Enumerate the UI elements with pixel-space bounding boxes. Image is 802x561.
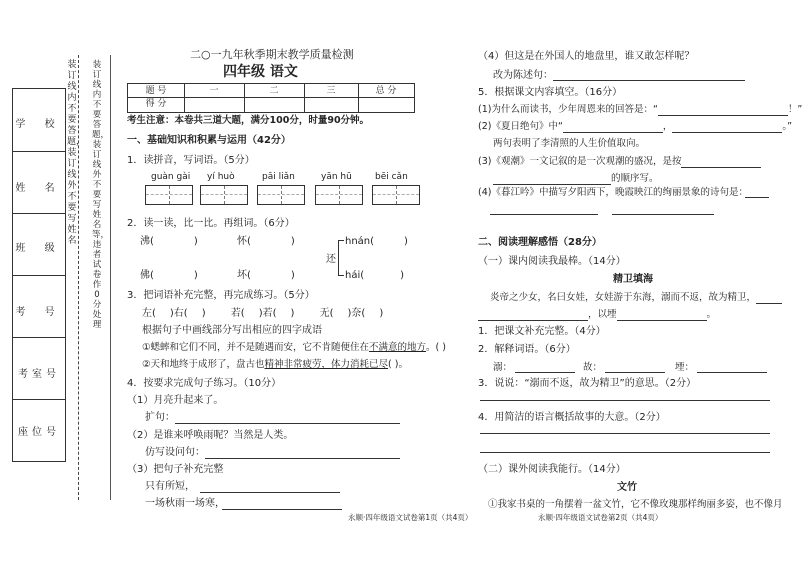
q2-fei: 沸( ) <box>140 236 198 247</box>
binding-dashed-line <box>78 55 79 500</box>
reading-q3: 3．说说：“溺而不返，故为精卫”的意思。（2分） <box>478 378 697 389</box>
reading-q2-ni: 溺： <box>493 362 513 373</box>
section2-part2: （二）课外阅读我能行。（14分） <box>478 464 626 475</box>
q2-huan-reading1: hnán( ) <box>345 236 408 247</box>
q2-huai2: 坏( ) <box>237 270 295 281</box>
q5-1: (1)为什么而读书，少年周恩来的回答是：“ ！” <box>478 104 802 115</box>
q5-3: (3)《观潮》一文记叙的是一次观潮的盛况，是按 <box>478 156 761 168</box>
story-text-2: ，以堙 。 <box>478 309 716 321</box>
q5-label: 5．根据课文内容填空。（16分） <box>478 87 623 98</box>
extra-reading-title: 文竹 <box>617 482 637 493</box>
q3-sentence1: ①蟋蟀和它们不同，并不是随遇而安，它不肯随便住在不满意的地方。( ) <box>142 342 446 353</box>
exam-warning: 装订线内不要答题，装订线外不要写姓名等，违者试卷作0分处理 <box>92 60 110 330</box>
q5-4-line-end[interactable] <box>745 197 769 198</box>
q2-label: 2．读一读，比一比。再组词。（6分） <box>127 218 295 229</box>
section2-heading: 二、阅读理解感悟（28分） <box>478 237 602 248</box>
q5-2b: 两句表明了李清照的人生价值取向。 <box>493 138 646 149</box>
class-label: 班 级 <box>15 243 63 254</box>
writing-box-5[interactable] <box>372 185 420 205</box>
writing-box-1[interactable] <box>145 185 193 205</box>
q4-p3-a-line[interactable] <box>200 492 340 493</box>
student-info-strip <box>12 88 66 462</box>
q2-huai: 怀( ) <box>237 236 295 247</box>
q2-huan: 还 <box>326 254 336 265</box>
score-header-total: 总 分 <box>375 86 397 96</box>
q4-p1: （1）月亮升起来了。 <box>127 395 224 406</box>
reading-q2: 2．解释词语。（6分） <box>478 344 576 355</box>
q2-huan-reading2: hái( ) <box>345 270 405 281</box>
exam-title: 二○一九年秋季期末教学质量检测 <box>190 48 354 61</box>
reading-q2-yin-line[interactable] <box>697 372 767 373</box>
q3-task: 根据句子中画线部分写出相应的四字成语 <box>142 325 322 336</box>
q4-p4: （4）但这是在外国人的地盘里，谁又敢怎样呢？ <box>478 51 695 62</box>
reading-q3-line1[interactable] <box>480 400 770 401</box>
q4-p1-answer-line[interactable] <box>175 423 400 424</box>
reading-q2-gu: 故： <box>583 362 603 373</box>
page2-footer: 永顺·四年级语文试卷第2页（共4页） <box>538 513 663 522</box>
score-header-part1: 一 <box>209 86 219 96</box>
extra-reading-text: ①我家书桌的一角摆着一盆文竹，它不像玫瑰那样绚丽多姿，也不像月 <box>488 499 783 510</box>
score-header-item: 题 号 <box>145 86 167 96</box>
q3-words: 左( )右( ) 若( )若( ) 无( )奈( ) <box>142 308 384 319</box>
writing-box-3[interactable] <box>257 185 305 205</box>
q5-2: (2)《夏日绝句》中“ ， 。” <box>478 121 793 132</box>
exam-room-label: 考室号 <box>18 369 60 380</box>
q4-p2: （2）是谁来呼唤雨呢？当然是人类。 <box>127 430 294 441</box>
q4-p4-answer-line[interactable] <box>553 80 745 81</box>
q4-p3-a: 只有所短， <box>145 481 195 492</box>
q2-fo: 佛( ) <box>140 270 198 281</box>
score-header-part3: 三 <box>326 86 336 96</box>
q4-p3: （3）把句子补充完整 <box>127 464 224 475</box>
pinyin-2: yí huò <box>207 172 235 182</box>
reading-q4-line1[interactable] <box>480 433 770 434</box>
q5-4: (4)《暮江吟》中描写夕阳西下，晚霞映江的绚丽景象的诗句是： <box>478 187 748 198</box>
score-table <box>127 83 415 113</box>
pinyin-3: pāi liǎn <box>262 172 295 182</box>
q5-3b: 的顺序写。 <box>493 173 659 185</box>
exam-number-label: 考 号 <box>15 307 63 318</box>
writing-box-2[interactable] <box>200 185 248 205</box>
name-label: 姓 名 <box>15 183 63 194</box>
pinyin-5: bēi cǎn <box>375 172 408 182</box>
q4-label: 4．按要求完成句子练习。（10分） <box>127 378 282 389</box>
q4-p4-answer-label: 改为陈述句： <box>493 70 553 81</box>
q3-sentence2: ②天和地终于成形了，盘古也精神非常疲劳，体力消耗已尽( )。 <box>142 359 408 370</box>
q4-p2-answer-line[interactable] <box>205 458 400 459</box>
q1-label: 1．读拼音，写词语。（5分） <box>127 155 255 166</box>
binding-line <box>110 55 111 500</box>
q4-p2-answer-label: 仿写设问句： <box>145 447 205 458</box>
q4-p3-b-line[interactable] <box>222 509 342 510</box>
reading-q4-line2[interactable] <box>480 452 770 453</box>
reading-q2-yin: 堙： <box>675 362 695 373</box>
reading-q1: 1．把课文补充完整。（4分） <box>478 326 606 337</box>
pinyin-4: yān hū <box>321 172 352 182</box>
writing-box-4[interactable] <box>315 185 363 205</box>
score-row-label: 得 分 <box>145 99 167 109</box>
q2-brace <box>338 240 344 276</box>
pinyin-1: guàn gài <box>151 172 191 182</box>
seat-number-label: 座位号 <box>18 427 60 438</box>
school-label: 学 校 <box>15 119 63 130</box>
q5-4-line-b[interactable] <box>612 214 714 215</box>
q4-p1-answer-label: 扩句： <box>145 412 175 423</box>
q4-p3-b: 一场秋雨一场寒， <box>145 498 225 509</box>
exam-notice: 考生注意：本卷共三道大题，满分100分，时量90分钟。 <box>127 115 370 126</box>
section1-heading: 一、基础知识和积累与运用（42分） <box>127 135 291 146</box>
q3-label: 3．把词语补充完整，再完成练习。（5分） <box>127 290 315 301</box>
seal-line-warning: 装订线内不要答题，装订线外不要写姓名 <box>67 60 86 246</box>
section2-part1: （一）课内阅读我最棒。（14分） <box>478 256 626 267</box>
reading-q4: 4．用简洁的语言概括故事的大意。（2分） <box>478 412 666 423</box>
reading-q2-ni-line[interactable] <box>515 372 575 373</box>
page1-footer: 永顺·四年级语文试卷第1页（共4页） <box>348 513 473 522</box>
q5-4-line-a[interactable] <box>490 214 598 215</box>
reading-q2-gu-line[interactable] <box>605 372 665 373</box>
score-header-part2: 二 <box>269 86 279 96</box>
exam-subtitle: 四年级 语文 <box>223 64 298 80</box>
story-title: 精卫填海 <box>613 274 653 285</box>
story-text: 炎帝之少女，名曰女娃，女娃游于东海，溺而不返，故为精卫， <box>490 292 782 304</box>
